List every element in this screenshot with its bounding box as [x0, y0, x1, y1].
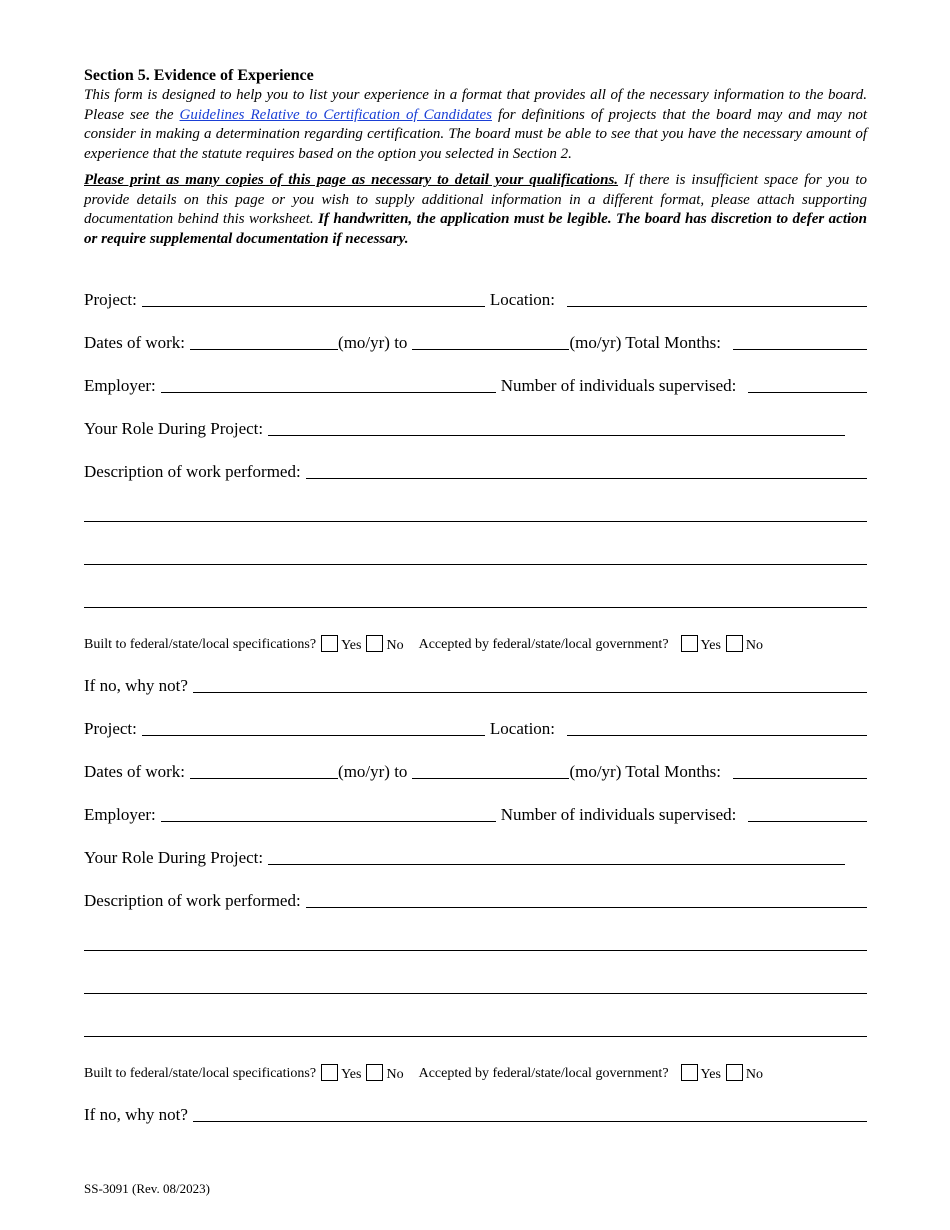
project-row [84, 697, 867, 740]
form-page [84, 66, 867, 1126]
gov-no-checkbox[interactable] [726, 1064, 743, 1081]
project-label: Project: [84, 719, 137, 738]
project-field[interactable] [142, 735, 485, 736]
description-field-line[interactable] [84, 950, 867, 951]
project-block-2 [84, 697, 867, 1126]
intro-paragraph [84, 86, 867, 164]
description-label: Description of work performed: [84, 891, 301, 910]
employer-field[interactable] [161, 821, 496, 822]
if-no-field[interactable] [193, 692, 867, 693]
location-field[interactable] [567, 306, 867, 307]
moyr-to-label: (mo/yr) to [338, 762, 408, 781]
total-months-field[interactable] [733, 349, 867, 350]
if-no-row [84, 654, 867, 697]
description-line [84, 569, 867, 612]
employer-label: Employer: [84, 805, 156, 824]
project-block-1 [84, 271, 867, 697]
role-field[interactable] [268, 864, 845, 865]
total-months-label: (mo/yr) Total Months: [569, 762, 721, 781]
description-field-line[interactable] [84, 607, 867, 608]
if-no-row [84, 1083, 867, 1126]
moyr-to-label: (mo/yr) to [338, 333, 408, 352]
description-row [84, 869, 867, 912]
spec-no-label: No [386, 1067, 404, 1082]
start-date-field[interactable] [190, 778, 338, 779]
role-label: Your Role During Project: [84, 419, 264, 438]
num-supervised-field[interactable] [748, 821, 867, 822]
location-label: Location: [489, 719, 556, 738]
guidelines-link[interactable]: Guidelines Relative to Certification of Candidates [179, 106, 493, 123]
accepted-by-gov-label: Accepted by federal/state/local government? [418, 1066, 669, 1081]
location-label: Location: [489, 290, 556, 309]
description-row [84, 440, 867, 483]
description-label: Description of work performed: [84, 462, 301, 481]
print-notice: Please print as many copies of this page as necessary to detail your qualifications. [84, 172, 619, 188]
instructions-paragraph [84, 171, 867, 249]
employer-label: Employer: [84, 376, 156, 395]
built-to-spec-label: Built to federal/state/local specifications? [84, 637, 317, 652]
dates-row [84, 740, 867, 783]
gov-yes-label: Yes [700, 1067, 721, 1082]
dates-label: Dates of work: [84, 762, 186, 781]
form-number: SS-3091 (Rev. 08/2023) [84, 1181, 210, 1196]
accepted-by-gov-label: Accepted by federal/state/local government? [418, 637, 669, 652]
intro-text-2: for definitions of projects that the board may and may not consider in making a determination regarding certification. The board must be able to see that you have the necessary amount of experience that the statute requires based on the option you selected in Section 2. [84, 106, 867, 162]
project-label: Project: [84, 290, 137, 309]
description-field-line[interactable] [84, 564, 867, 565]
if-no-label: If no, why not? [84, 1105, 188, 1124]
if-no-label: If no, why not? [84, 676, 188, 695]
spec-yes-label: Yes [341, 1067, 362, 1082]
section-title: Section 5. Evidence of Experience [84, 67, 314, 84]
total-months-field[interactable] [733, 778, 867, 779]
description-field-line[interactable] [84, 521, 867, 522]
num-supervised-field[interactable] [748, 392, 867, 393]
description-field-line[interactable] [84, 993, 867, 994]
legibility-notice: If handwritten, the application must be legible. The board has discretion to defer action or require supplemental documentation if necessary. [84, 211, 868, 247]
num-supervised-label: Number of individuals supervised: [500, 376, 737, 395]
description-field[interactable] [306, 478, 867, 479]
role-row [84, 826, 867, 869]
built-to-spec-label: Built to federal/state/local specifications? [84, 1066, 317, 1081]
start-date-field[interactable] [190, 349, 338, 350]
role-label: Your Role During Project: [84, 848, 264, 867]
employer-field[interactable] [161, 392, 496, 393]
role-row [84, 397, 867, 440]
employer-row [84, 783, 867, 826]
description-field[interactable] [306, 907, 867, 908]
gov-yes-checkbox[interactable] [681, 635, 698, 652]
project-field[interactable] [142, 306, 485, 307]
end-date-field[interactable] [412, 349, 569, 350]
description-line [84, 526, 867, 569]
spec-yes-label: Yes [341, 638, 362, 653]
spec-no-checkbox[interactable] [366, 635, 383, 652]
specifications-row [84, 612, 867, 654]
insufficient-space-text: If there is insufficient space for you to provide details on this page or you wish to supply additional information in a different format, please attach supporting documentation behind this worksheet. [84, 172, 867, 227]
location-field[interactable] [567, 735, 867, 736]
intro-text-1: This form is designed to help you to list your experience in a format that provides all of the necessary information to the board. Please see the [84, 87, 867, 123]
end-date-field[interactable] [412, 778, 569, 779]
project-row [84, 271, 867, 311]
spec-yes-checkbox[interactable] [321, 635, 338, 652]
gov-no-checkbox[interactable] [726, 635, 743, 652]
gov-yes-label: Yes [700, 638, 721, 653]
description-field-line[interactable] [84, 1036, 867, 1037]
spec-no-checkbox[interactable] [366, 1064, 383, 1081]
specifications-row [84, 1041, 867, 1083]
if-no-field[interactable] [193, 1121, 867, 1122]
description-line [84, 998, 867, 1041]
gov-yes-checkbox[interactable] [681, 1064, 698, 1081]
total-months-label: (mo/yr) Total Months: [569, 333, 721, 352]
spec-no-label: No [386, 638, 404, 653]
gov-no-label: No [745, 638, 764, 653]
description-line [84, 483, 867, 526]
num-supervised-label: Number of individuals supervised: [500, 805, 737, 824]
description-line [84, 912, 867, 955]
employer-row [84, 354, 867, 397]
dates-row [84, 311, 867, 354]
spec-yes-checkbox[interactable] [321, 1064, 338, 1081]
dates-label: Dates of work: [84, 333, 186, 352]
gov-no-label: No [745, 1067, 764, 1082]
description-line [84, 955, 867, 998]
role-field[interactable] [268, 435, 845, 436]
